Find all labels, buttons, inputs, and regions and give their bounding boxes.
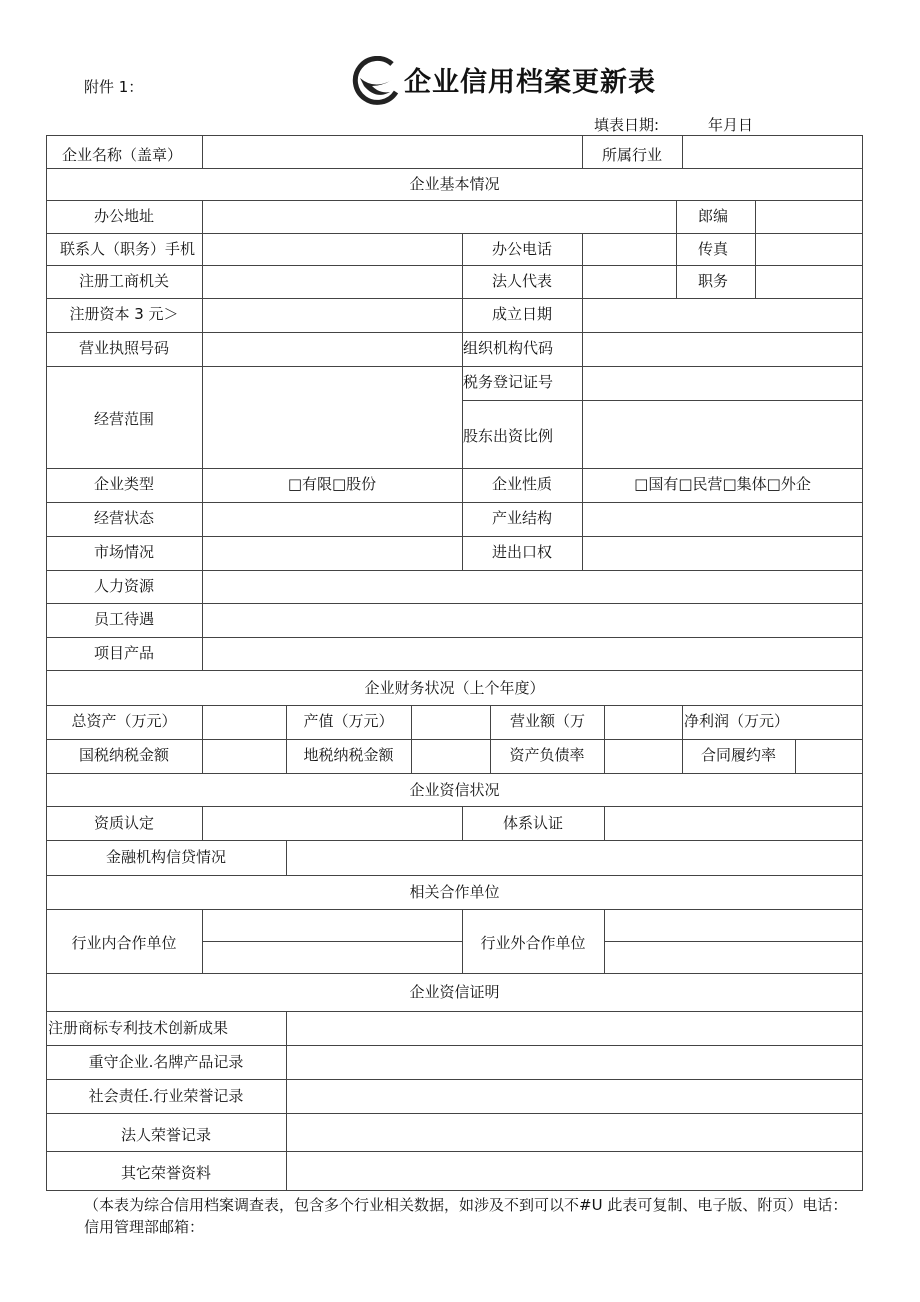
founding-date-label: 成立日期 — [491, 305, 552, 323]
org-code-label: 组织机构代码 — [463, 339, 554, 357]
table-line — [604, 705, 605, 773]
table-line — [46, 806, 863, 807]
table-line — [202, 806, 203, 840]
net-profit-label: 净利润（万元） — [684, 712, 790, 730]
office-address-label: 办公地址 — [93, 207, 154, 225]
contact-label: 联系人（职务）手机 — [60, 240, 196, 258]
system-cert-label: 体系认证 — [502, 814, 563, 832]
table-line — [46, 366, 863, 367]
table-line — [604, 909, 605, 973]
registered-capital-label: 注册资本 3 元＞ — [69, 305, 179, 323]
license-no-label: 营业执照号码 — [78, 339, 169, 357]
table-line — [682, 135, 683, 168]
import-export-label: 进出口权 — [491, 543, 552, 561]
table-line — [46, 773, 863, 774]
table-line — [46, 875, 863, 876]
table-line — [202, 705, 203, 773]
fax-label: 传真 — [698, 240, 729, 258]
operating-status-label: 经营状态 — [93, 509, 154, 527]
footer-note: （本表为综合信用档案调查表，包含多个行业相关数据，如涉及不到可以不#U 此表可复制、电子版、附页）电话：信用管理部邮箱： — [84, 1196, 848, 1236]
other-honors-label: 其它荣誉资料 — [120, 1164, 211, 1182]
table-line — [46, 1045, 863, 1046]
table-line — [46, 973, 863, 974]
office-phone-label: 办公电话 — [491, 240, 552, 258]
section-proof-title: 企业资信证明 — [409, 983, 500, 1001]
page-title: 企业信用档案更新表 — [404, 67, 656, 98]
company-type-label: 企业类型 — [93, 475, 154, 493]
table-line — [411, 705, 412, 773]
table-line — [286, 1011, 287, 1190]
bank-credit-label: 金融机构信贷情况 — [105, 848, 226, 866]
table-line — [46, 1079, 863, 1080]
company-nature-label: 企业性质 — [491, 475, 552, 493]
national-tax-label: 国税纳税金额 — [78, 746, 169, 764]
legal-honors-label: 法人荣誉记录 — [120, 1126, 211, 1144]
table-line — [46, 1151, 863, 1152]
patents-label: 注册商标专利技术创新成果 — [48, 1019, 229, 1037]
table-line — [46, 670, 863, 671]
industry-structure-label: 产业结构 — [491, 509, 552, 527]
table-line — [604, 941, 863, 942]
table-line — [46, 265, 863, 266]
table-line — [286, 840, 287, 875]
table-line — [46, 332, 863, 333]
table-line — [202, 909, 203, 973]
awards-brand-label: 重守企业.名牌产品记录 — [88, 1053, 244, 1071]
table-line — [202, 135, 203, 168]
position-label: 职务 — [698, 272, 729, 290]
table-line — [582, 233, 583, 468]
company-name-label: 企业名称（盖章） — [62, 146, 183, 164]
contract-rate-label: 合同履约率 — [700, 746, 776, 764]
section-partners-title: 相关合作单位 — [409, 883, 500, 901]
hr-label: 人力资源 — [93, 577, 154, 595]
shareholder-ratio-label: 股东出资比例 — [463, 427, 554, 445]
table-line — [46, 298, 863, 299]
table-line — [46, 739, 863, 740]
business-scope-label: 经营范围 — [93, 410, 154, 428]
table-line — [46, 135, 863, 136]
social-label: 社会责任.行业荣誉记录 — [88, 1087, 244, 1105]
table-line — [46, 135, 47, 1190]
market-label: 市场情况 — [93, 543, 154, 561]
legal-rep-label: 法人代表 — [491, 272, 552, 290]
out-industry-partners-label: 行业外合作单位 — [480, 934, 586, 952]
table-line — [46, 1113, 863, 1114]
products-label: 项目产品 — [93, 644, 154, 662]
table-line — [755, 200, 756, 298]
total-assets-label: 总资产（万元） — [71, 712, 177, 730]
company-type-options[interactable]: □有限□股份 — [287, 475, 377, 493]
fill-date-label: 填表日期: — [594, 116, 660, 134]
table-line — [604, 806, 605, 840]
table-line — [202, 570, 203, 670]
industry-label: 所属行业 — [602, 146, 663, 164]
section-basic-title: 企业基本情况 — [409, 175, 500, 193]
company-nature-options[interactable]: □国有□民营□集体□外企 — [634, 475, 811, 493]
table-line — [582, 135, 583, 168]
tax-reg-no-label: 税务登记证号 — [463, 373, 554, 391]
table-line — [46, 200, 863, 201]
table-line — [462, 400, 863, 401]
table-line — [46, 1190, 863, 1191]
table-line — [676, 200, 677, 233]
logo-icon — [352, 56, 402, 106]
registration-authority-label: 注册工商机关 — [78, 272, 169, 290]
debt-ratio-label: 资产负债率 — [509, 746, 585, 764]
attachment-label: 附件 1： — [84, 78, 144, 96]
staff-benefits-label: 员工待遇 — [93, 610, 154, 628]
table-line — [46, 536, 863, 537]
fill-date-value: 年月日 — [708, 116, 754, 134]
table-line — [46, 909, 863, 910]
table-line — [46, 1011, 863, 1012]
output-value-label: 产值（万元） — [303, 712, 394, 730]
table-line — [46, 502, 863, 503]
table-line — [676, 233, 677, 298]
table-line — [46, 570, 863, 571]
table-line — [46, 840, 863, 841]
revenue-label: 营业额（万 — [510, 712, 586, 730]
table-line — [46, 603, 863, 604]
in-industry-partners-label: 行业内合作单位 — [71, 934, 177, 952]
qualification-label: 资质认定 — [93, 814, 154, 832]
table-line — [202, 200, 203, 468]
table-line — [202, 941, 462, 942]
section-credit-title: 企业资信状况 — [409, 781, 500, 799]
section-finance-title: 企业财务状况（上个年度） — [364, 679, 545, 697]
table-line — [46, 637, 863, 638]
table-line — [46, 705, 863, 706]
table-line — [795, 739, 796, 773]
table-line — [46, 168, 863, 169]
local-tax-label: 地税纳税金额 — [303, 746, 394, 764]
table-line — [46, 468, 863, 469]
postcode-label: 郎编 — [698, 207, 729, 225]
table-line — [46, 233, 863, 234]
table-line — [862, 135, 863, 1190]
